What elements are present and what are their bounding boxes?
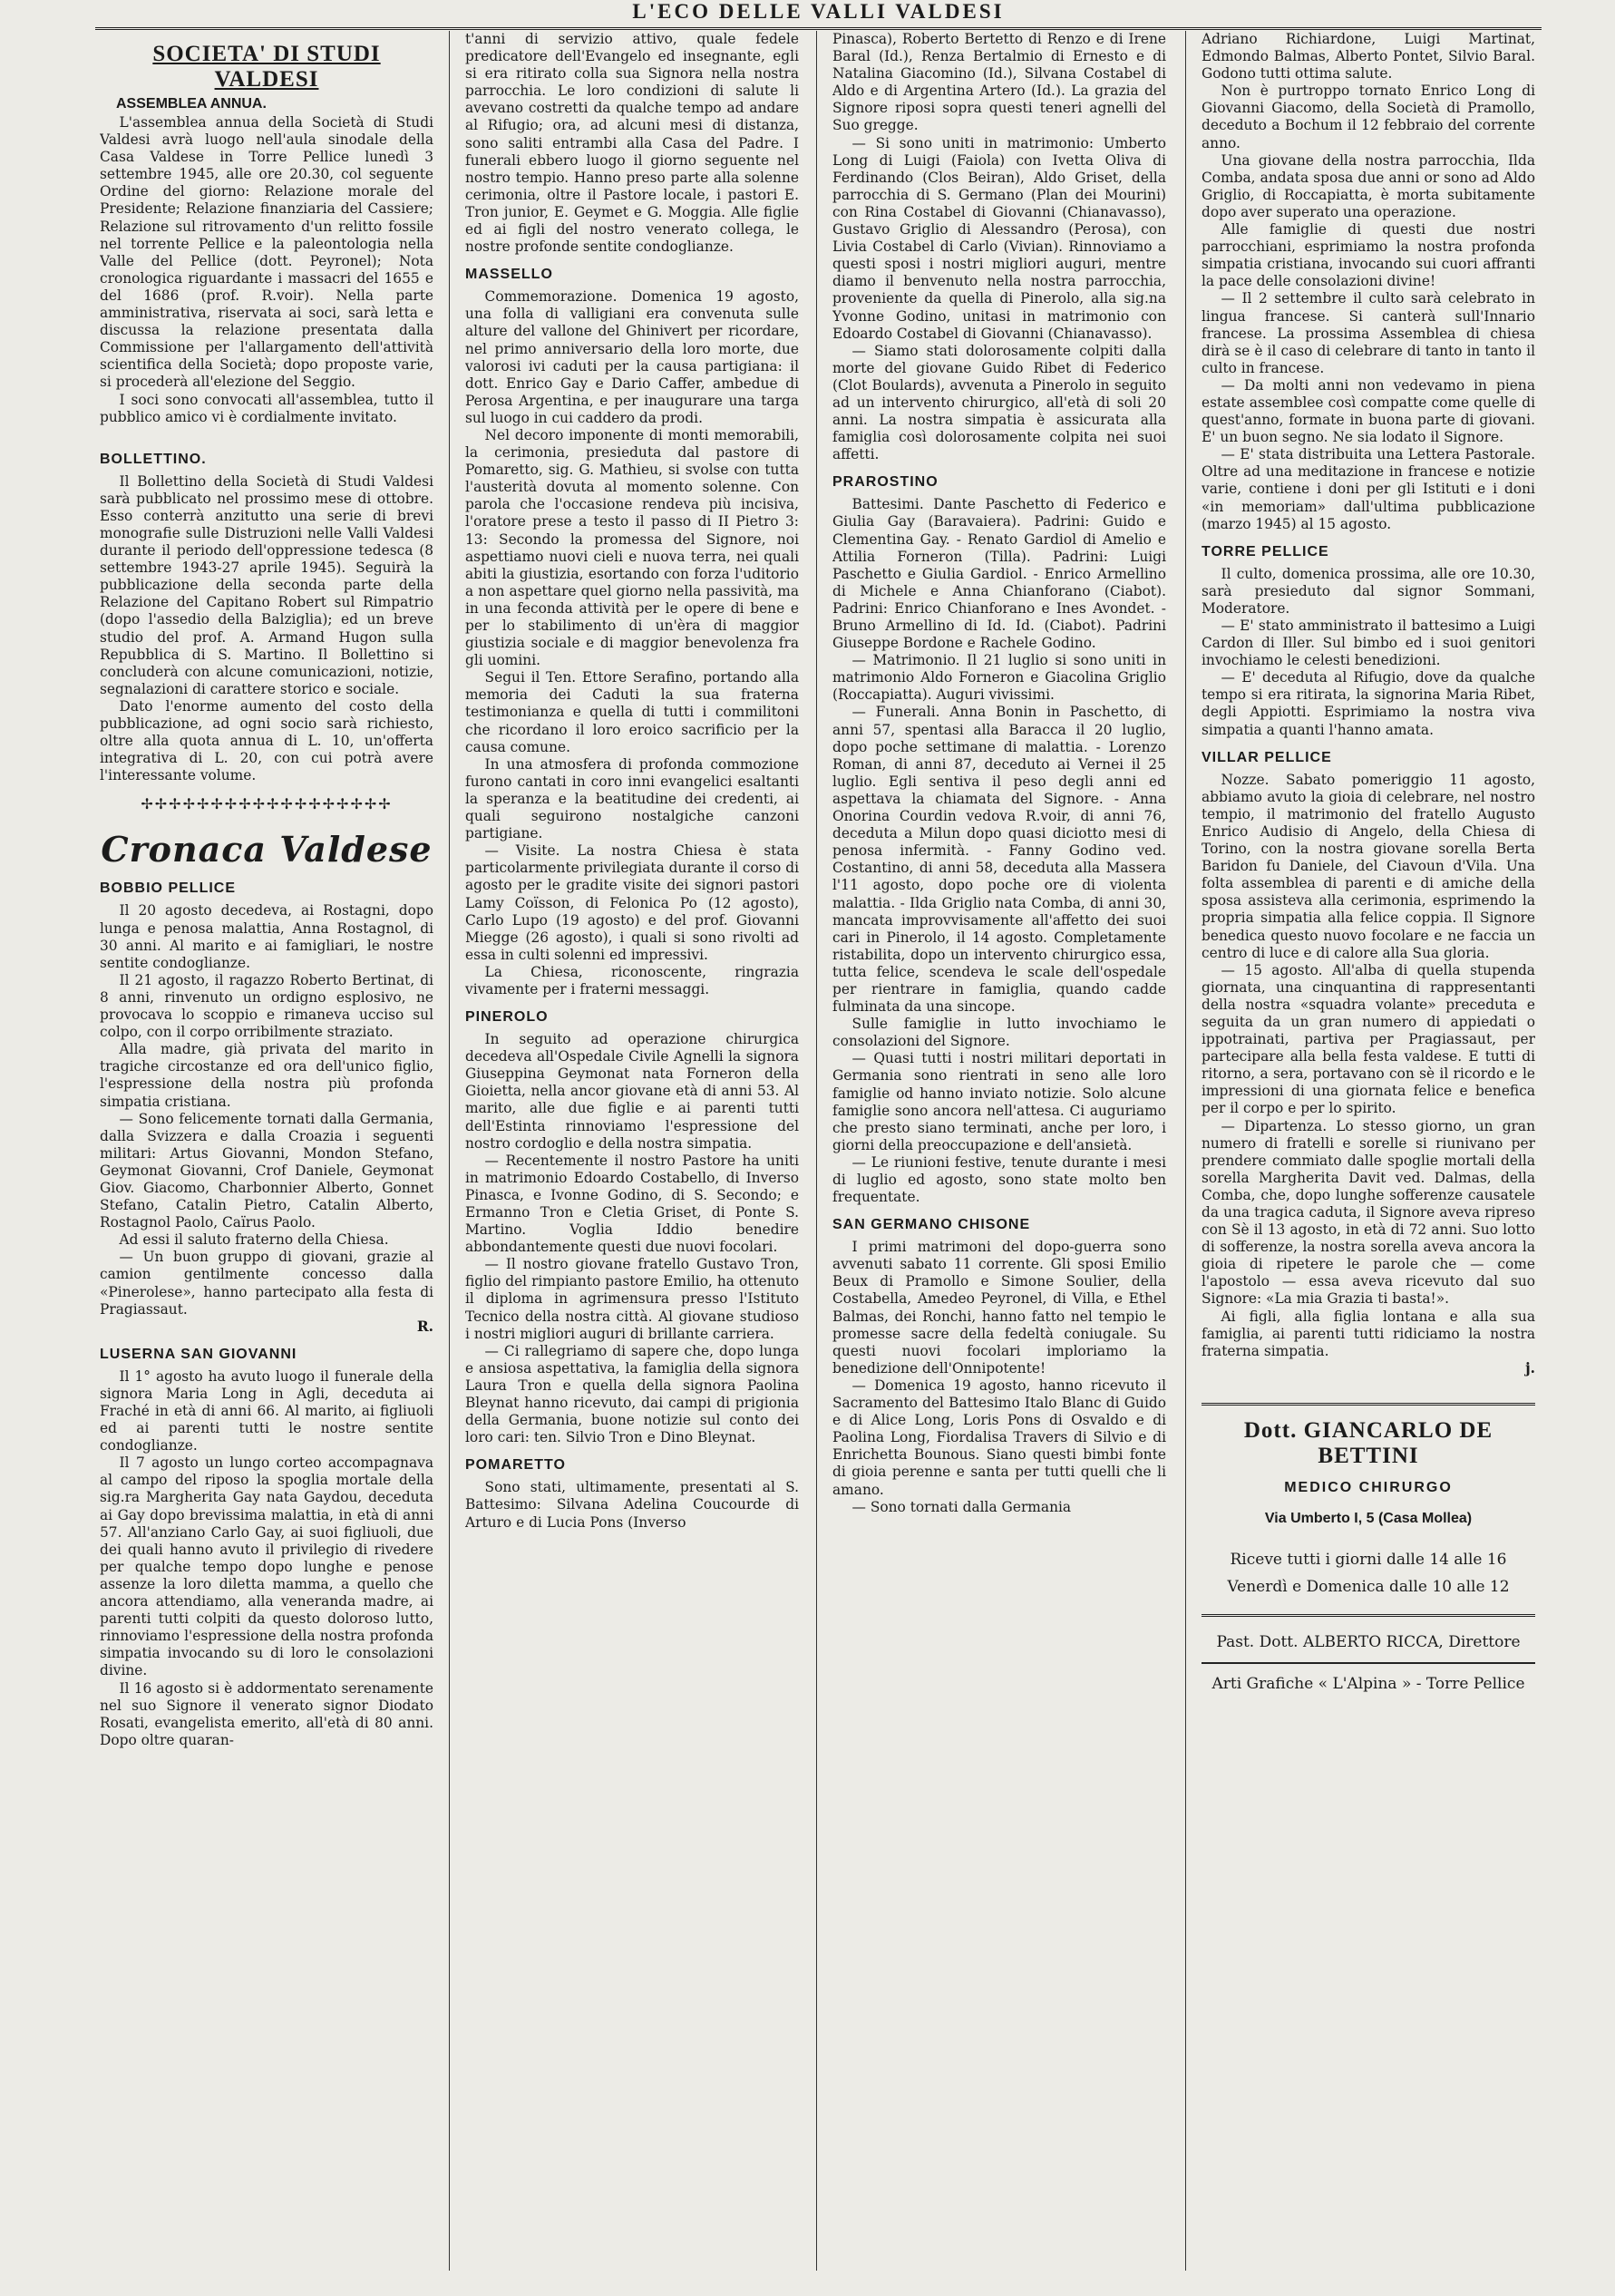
- paragraph: Il culto, domenica prossima, alle ore 10.30, sarà presieduto dal signor Sommani, Moderatore.: [1202, 565, 1535, 617]
- column-rule: [1185, 31, 1186, 2271]
- section-title: SOCIETA' DI STUDI VALDESI: [152, 42, 381, 92]
- paragraph: — Matrimonio. Il 21 luglio si sono uniti in matrimonio Aldo Forneron e Giacolina Griglio (Roccapiatta). Auguri vivissimi.: [832, 652, 1166, 704]
- paragraph: — Le riunioni festive, tenute durante i mesi di luglio ed agosto, sono state molto ben frequentate.: [832, 1153, 1166, 1206]
- paragraph: Ad essi il saluto fraterno della Chiesa.: [119, 1231, 389, 1249]
- ornament-divider: ✢✢✢✢✢✢✢✢✢✢✢✢✢✢✢✢✢✢: [141, 795, 393, 813]
- paragraph: Commemorazione. Domenica 19 agosto, una folla di valligiani era convenuta sulle alture del vallone del Ghinivert per ricordare, nel primo anniversario della loro morte, due valorosi ivi caduti per la causa partigiana: il dott. Enrico Gay e Dario Caffer, ambedue di Perosa Argentina, e per inaugurare una targa sul luogo in cui caddero da prodi.: [465, 288, 799, 426]
- paragraph: Pinasca), Roberto Bertetto di Renzo e di Irene Baral (Id.), Renza Bertalmio di Ernesto e di Natalina Giacomino (Id.), Silvana Costabel di Aldo e di Argentina Artero (Id.). La grazia del Signore riposi sopra questi teneri agnelli del Suo gregge.: [832, 31, 1166, 134]
- paragraph: — Quasi tutti i nostri militari deportati in Germania sono rientrati in seno alle loro famiglie od hanno inviato notizie. Solo alcune famiglie sono ancora nell'attesa. Ci auguriamo che presto siano terminati, anche per loro, i giorni della preoccupazione e dell'ansietà.: [832, 1050, 1166, 1153]
- paragraph: La Chiesa, riconoscente, ringrazia vivamente per i fraterni messaggi.: [465, 963, 799, 997]
- paragraph: — Visite. La nostra Chiesa è stata particolarmente privilegiata durante il corso di agosto per le gradite visite dei signori pastori Lamy Coïsson, di Felonica Po (12 agosto), Carlo Lupo (19 agosto) e del prof. Giovanni Miegge (26 agosto), i quali si sono rivolti ad essa in culti solenni ed impressivi.: [465, 842, 799, 963]
- paragraph: — Dipartenza. Lo stesso giorno, un gran numero di fratelli e sorelle si riunivano per prendere commiato dalle spoglie mortali della sorella Margherita Davit ved. Dalmas, della Comba, che, dopo lunghe sofferenze causatele da una tragica caduta, il Signore aveva ripreso con Sè il 13 agosto, in età di 72 anni. Suo lotto di sofferenze, la nostra sorella aveva ancora la gioia di ripetere le parole che — come l'apostolo — essa aveva ricevuto dal suo Signore: «La mia Grazia ti basta!».: [1202, 1117, 1535, 1308]
- paragraph: Il 7 agosto un lungo corteo accompagnava al campo del riposo la spoglia mortale della sig.ra Margherita Gay nata Gaydou, deceduta ai Gay dopo brevissima malattia, in età di anni 57. All'anziano Carlo Gay, ai suoi figliuoli, due dei quali hanno avuto il privilegio di rivedere per qualche tempo dopo lunghe e penose assenze la loro diletta mamma, a quello che ancora attendiamo, alla veneranda madre, ai parenti tutti colpiti da questo doloroso lutto, rinnoviamo l'espressione della nostra profonda simpatia invocando su di loro le consolazioni divine.: [100, 1454, 433, 1679]
- imprint-divider: [1202, 1662, 1535, 1664]
- paragraph: — Un buon gruppo di giovani, grazie al camion gentilmente concesso dalla «Pinerolese», hanno partecipato alla festa di Pragiassaut.: [100, 1249, 433, 1318]
- paragraph: Adriano Richiardone, Luigi Martinat, Edmondo Balmas, Alberto Pontet, Silvio Baral. Godono tutti ottima salute.: [1202, 31, 1535, 83]
- paragraph: Il 1° agosto ha avuto luogo il funerale della signora Maria Long in Agli, deceduta ai Fraché in età di anni 66. Al marito, ai figliuoli ed ai parenti tutti le nostre sentite condoglianze.: [100, 1367, 433, 1454]
- signature: R.: [416, 1318, 433, 1335]
- paragraph: — Siamo stati dolorosamente colpiti dalla morte del giovane Guido Ribet di Federico (Clot Boulards), avvenuta a Pinerolo in seguito ad un intervento chirurgico, all'età di soli 20 anni. La nostra simpatia è assicurata alla famiglia così dolorosamente colpita nei suoi affetti.: [832, 342, 1166, 463]
- place-heading: MASSELLO: [465, 267, 553, 283]
- paragraph: — Sono felicemente tornati dalla Germania, dalla Svizzera e dalla Croazia i seguenti militari: Artus Giovanni, Mondon Stefano, Geymonat Giovanni, Crof Daniele, Geymonat Giov. Giacomo, Charbonnier Alberto, Gonnet Stefano, Catalin Pietro, Catalin Alberto, Rostagnol Paolo, Caïrus Paolo.: [100, 1110, 433, 1231]
- paragraph: Ai figli, alla figlia lontana e alla sua famiglia, ai parenti tutti ridiciamo la nostra fraterna simpatia.: [1202, 1308, 1535, 1359]
- paragraph: Non è purtroppo tornato Enrico Long di Giovanni Giacomo, della Società di Pramollo, deceduto a Bochum il 12 febbraio del corrente anno.: [1202, 83, 1535, 151]
- paragraph: Dato l'enorme aumento del costo della pubblicazione, ad ogni socio sarà richiesto, oltre alla quota annua di L. 10, un'offerta integrativa di L. 20, con cui potrà avere l'interessante volume.: [100, 697, 433, 784]
- ad-address: Via Umberto I, 5 (Casa Mollea): [1264, 1510, 1473, 1526]
- cronaca-header: Cronaca Valdese: [101, 829, 433, 871]
- subsection-title: BOLLETTINO.: [100, 451, 207, 467]
- imprint-director: Past. Dott. ALBERTO RICCA, Direttore: [1216, 1632, 1521, 1651]
- paragraph: Il 20 agosto decedeva, ai Rostagni, dopo lunga e penosa malattia, Anna Rostagnol, di 30 anni. Al marito e ai famigliari, le nostre sentite condoglianze.: [100, 902, 433, 971]
- imprint: [1202, 1633, 1535, 1693]
- ad-profession: MEDICO CHIRURGO: [1284, 1479, 1453, 1495]
- paragraph: — Sono tornati dalla Germania: [851, 1498, 1072, 1515]
- place-heading: POMARETTO: [465, 1457, 566, 1474]
- signature: j.: [1525, 1359, 1535, 1377]
- ad-doctor-name: Dott. GIANCARLO DE BETTINI: [1243, 1417, 1493, 1468]
- paragraph: — E' stata distribuita una Lettera Pastorale. Oltre ad una meditazione in francese e notizie varie, contiene i doni per gli Istituti e i doni «in memoriam» dall'ultima pubblicazione (marzo 1945) al 15 agosto.: [1202, 446, 1535, 532]
- paragraph: Alle famiglie di questi due nostri parrocchiani, esprimiamo la nostra profonda simpatia cristiana, invocando sui cuori affranti la pace delle consolazioni divine!: [1202, 221, 1535, 290]
- paragraph: Sono stati, ultimamente, presentati al S. Battesimo: Silvana Adelina Coucourde di Arturo e di Lucia Pons (Inverso: [465, 1479, 799, 1531]
- ad-hours: Riceve tutti i giorni dalle 14 alle 16: [1230, 1550, 1507, 1569]
- place-heading: SAN GERMANO CHISONE: [832, 1217, 1031, 1233]
- paragraph: — Ci rallegriamo di sapere che, dopo lunga e ansiosa aspettativa, la famiglia della signora Laura Tron e quella della signora Paolina Bleynat hanno ricevuto, dai campi di prigionia della Germania, buone notizie sul conto dei loro cari: ten. Silvio Tron e Dino Bleynat.: [465, 1342, 799, 1446]
- paragraph: Il 16 agosto si è addormentato serenamente nel suo Signore il venerato signor Diodato Rosati, evangelista emerito, all'età di 80 anni. Dopo oltre quaran-: [100, 1679, 433, 1748]
- paragraph: — Domenica 19 agosto, hanno ricevuto il Sacramento del Battesimo Italo Blanc di Guido e di Alice Long, Loris Pons di Osvaldo e di Paolina Long, Fiordalisa Travers di Silvio e di Enrichetta Bounous. Siano questi bimbi fonte di gioia perenne e santa per tutti quelli che li amano.: [832, 1377, 1166, 1498]
- masthead: L'ECO DELLE VALLI VALDESI: [95, 0, 1542, 30]
- paragraph: — Funerali. Anna Bonin in Paschetto, di anni 57, spentasi alla Baracca il 20 luglio, dopo poche settimane di malattia. - Lorenzo Roman, di anni 87, deceduto ai Vernei il 25 luglio. Egli sentiva il peso degli anni ed aspettava la chiamata del Signore. - Anna Onorina Courdin vedova R.voir, di anni 76, deceduta a Milun dopo quasi diciotto mesi di penosa infermità. - Fanny Godino ved. Costantino, di anni 58, deceduta alla Massera l'11 agosto, dopo poche ore di violenta malattia. - Ilda Griglio nata Comba, di anni 30, mancata improvvisamente all'affetto dei suoi cari in Pinerolo, il 14 agosto. Completamente ristabilita, dopo un intervento chirurgico essa, tutta felice, scendeva le scale dell'ospedale per rientrare in famiglia, quando cadde fulminata da una sincope.: [832, 704, 1166, 1016]
- imprint-printer: Arti Grafiche « L'Alpina » - Torre Pellice: [1211, 1674, 1525, 1693]
- paragraph: — Da molti anni non vedevamo in piena estate assemblee così compatte come quelle di quest'anno, formate in buona parte di giovani. E' un buon segno. Ne sia lodato il Signore.: [1202, 376, 1535, 446]
- paragraph: Nozze. Sabato pomeriggio 11 agosto, abbiamo avuto la gioia di celebrare, nel nostro tempio, il matrimonio del fratello Augusto Enrico Audisio di Angelo, della Chiesa di Torino, con la nostra giovane sorella Berta Baridon fu Daniele, del Ciavoun d'Vila. Una folta assemblea di parenti e di amiche della sposa assisteva alla cerimonia, esprimendo la propria simpatia alla felice coppia. Il Signore benedica questo nuovo focolare e ne faccia un centro di luce e di calore alla Sua gloria.: [1202, 771, 1535, 961]
- paragraph: Nel decoro imponente di monti memorabili, la cerimonia, presieduta dal pastore di Pomaretto, sig. G. Mathieu, si svolse con tutta l'austerità dovuta al momento solenne. Con parola che l'occasione rendeva più incisiva, l'oratore prese a testo il passo di II Pietro 3: 13: Secondo la promessa del Signore, noi aspettiamo nuovi cieli e nuova terra, nei quali abiti la giustizia, esortando con forza l'uditorio a non aspettare quel giorno nella passività, ma in una feconda attività per le opere di bene e per lo stabilimento di un'èra di maggior giustizia sociale e di maggior benevolenza fra gli uomini.: [465, 426, 799, 669]
- column-2: [465, 31, 799, 2271]
- paragraph: In seguito ad operazione chirurgica decedeva all'Ospedale Civile Agnelli la signora Giuseppina Geymonat nata Forneron della Gioietta, nella ancor giovane età di anni 53. Al marito, alle due figlie e ai parenti tutti dell'Estinta rinnoviamo l'espressione del nostro cordoglio e della nostra simpatia.: [465, 1031, 799, 1152]
- paragraph: t'anni di servizio attivo, quale fedele predicatore dell'Evangelo ed insegnante, egli si era ritirato colla sua Signora nella nostra parrocchia. Le loro condizioni di salute li avevano costretti da qualche tempo ad andare al Rifugio; ora, ad alcuni mesi di distanza, sono saliti entrambi alla Casa del Padre. I funerali ebbero luogo il giorno seguente nel nostro tempio. Hanno preso parte alla solenne cerimonia, oltre il Pastore locale, i pastori E. Tron junior, E. Geymet e G. Moggia. Alle figlie ed ai figli del nostro venerato collega, le nostre profonde sentite condoglianze.: [465, 31, 799, 256]
- paragraph: Il 21 agosto, il ragazzo Roberto Bertinat, di 8 anni, rinvenuto un ordigno esplosivo, ne provocava lo scoppio e rimaneva ucciso sul colpo, con il corpo orribilmente straziato.: [100, 971, 433, 1041]
- place-heading: VILLAR PELLICE: [1202, 749, 1332, 765]
- paragraph: — E' deceduta al Rifugio, dove da qualche tempo si era ritirata, la signorina Maria Ribet, degli Appiotti. Esprimiamo la nostra viva simpatia a quanti l'hanno amata.: [1202, 669, 1535, 738]
- place-heading: BOBBIO PELLICE: [100, 880, 237, 897]
- paragraph: I soci sono convocati all'assemblea, tutto il pubblico amico vi è cordialmente invitato.: [100, 391, 433, 425]
- paragraph: Segui il Ten. Ettore Serafino, portando alla memoria dei Caduti la sua fraterna testimonianza e quella di tutti i commilitoni che ricordano il loro eroico sacrificio per la causa comune.: [465, 669, 799, 755]
- subsection-title: ASSEMBLEA ANNUA.: [116, 96, 267, 112]
- place-heading: LUSERNA SAN GIOVANNI: [100, 1346, 297, 1362]
- paragraph: — Recentemente il nostro Pastore ha uniti in matrimonio Edoardo Costabello, di Inverso Pinasca, e Ivonne Godino, di S. Secondo; e Ermanno Tron e Cletia Griset, di Ponte S. Martino. Voglia Iddio benedire abbondantemente questi due nuovi focolari.: [465, 1152, 799, 1256]
- paragraph: — Il nostro giovane fratello Gustavo Tron, figlio del rimpianto pastore Emilio, ha ottenuto il diploma in agrimensura presso l'Istituto Tecnico della nostra città. Al giovane studioso i nostri migliori auguri di brillante carriera.: [465, 1256, 799, 1342]
- doctor-advertisement: [1202, 1403, 1535, 1617]
- paragraph: Alla madre, già privata del marito in tragiche circostanze ed ora dell'unico figlio, l'espressione della nostra più profonda simpatia cristiana.: [100, 1041, 433, 1110]
- column-1: [100, 31, 433, 2271]
- paragraph: Battesimi. Dante Paschetto di Federico e Giulia Gay (Baravaiera). Padrini: Guido e Clementina Gay. - Renato Gardiol di Amelio e Attilia Forneron (Tilla). Padrini: Luigi Paschetto e Giulia Gardiol. - Enrico Armellino di Michele e Anna Chianforano (Ciabot). Padrini: Enrico Chianforano e Ines Avondet. - Bruno Armellino di Id. Id. (Ciabot). Padrini Giuseppe Bordone e Rachele Godino.: [832, 496, 1166, 652]
- column-rule: [449, 31, 450, 2271]
- paragraph: In una atmosfera di profonda commozione furono cantati in coro inni evangelici esaltanti la speranza e la beatitudine dei credenti, ai quali seguirono nostalgiche canzoni partigiane.: [465, 755, 799, 842]
- paragraph: Una giovane della nostra parrocchia, Ilda Comba, andata sposa due anni or sono ad Aldo Griglio, di Roccapiatta, è morta subitamente dopo aver superato una operazione.: [1202, 151, 1535, 220]
- paragraph: L'assemblea annua della Società di Studi Valdesi avrà luogo nell'aula sinodale della Casa Valdese in Torre Pellice lunedì 3 settembre 1945, alle ore 20.30, col seguente Ordine del giorno: Relazione morale del Presidente; Relazione finanziaria del Cassiere; Relazione sul ritrovamento d'un relitto fossile nel torrente Pellice e la paleontologia nella Valle del Pellice (dott. Peyronel); Nota cronologica riguardante i massacri del 1655 e del 1686 (prof. R.voir). Nella parte amministrativa, riservata ai soci, sarà letta e discussa la relazione presentata dalla Commissione per l'allargamento dell'attività scientifica della Società; dopo proposte varie, si procederà all'elezione del Seggio.: [100, 114, 433, 391]
- ad-hours-weekend: Venerdì e Domenica dalle 10 alle 12: [1227, 1577, 1510, 1596]
- place-heading: PINEROLO: [465, 1009, 549, 1026]
- paragraph: — 15 agosto. All'alba di quella stupenda giornata, una cinquantina di rappresentanti della nostra «squadra volante» preceduta e seguita da un gran numero di appiedati o ippotrainati, partiva per Pragiassaut, per partecipare alla bella festa valdese. E tutti di ritorno, a sera, portavano con sè il ricordo e le impressioni di una giornata felice e benefica per il corpo e per lo spirito.: [1202, 961, 1535, 1117]
- column-3: [832, 31, 1166, 2271]
- paragraph: I primi matrimoni del dopo-guerra sono avvenuti sabato 11 corrente. Gli sposi Emilio Beux di Pramollo e Simone Soulier, della Costabella, Amedeo Peyronel, di Villa, e Ethel Balmas, dei Ronchi, hanno fatto nel tempio le promesse sacre della fedeltà coniugale. Su questi nuovi focolari imploriamo la benedizione dell'Onnipotente!: [832, 1239, 1166, 1377]
- column-4: [1202, 31, 1535, 2271]
- paragraph: — Il 2 settembre il culto sarà celebrato in lingua francese. Si canterà sull'Innario francese. La prossima Assemblea di chiesa dirà se è il caso di celebrare di tanto in tanto il culto in francese.: [1202, 290, 1535, 376]
- paragraph: Sulle famiglie in lutto invochiamo le consolazioni del Signore.: [832, 1016, 1166, 1050]
- column-rule: [816, 31, 817, 2271]
- place-heading: PRAROSTINO: [832, 474, 939, 491]
- paragraph: — E' stato amministrato il battesimo a Luigi Cardon di Iller. Sul bimbo ed i suoi genitori invochiamo le celesti benedizioni.: [1202, 618, 1535, 669]
- paragraph: — Si sono uniti in matrimonio: Umberto Long di Luigi (Faiola) con Ivetta Oliva di Ferdinando (Clos Beiran), Aldo Griset, della parrocchia di S. Germano (Plan dei Mourini) con Rina Costabel di Giovanni (Chianavasso), Gustavo Griglio di Alessandro (Perosa), con Livia Costabel di Carlo (Vivian). Rinnoviamo a questi sposi i nostri migliori auguri, mentre diamo il benvenuto nella nostra parrocchia, proveniente da quella di Pinerolo, alla sig.na Yvonne Godino, unitasi in matrimonio con Edoardo Costabel di Giovanni (Chianavasso).: [832, 134, 1166, 342]
- paragraph: Il Bollettino della Società di Studi Valdesi sarà pubblicato nel prossimo mese di ottobre. Esso conterrà anzitutto una serie di brevi monografie sulle Distruzioni nelle Valli Valdesi durante il periodo dell'oppressione tedesca (8 settembre 1943-27 aprile 1945). Seguirà la pubblicazione della seconda parte della Relazione del Capitano Robert sul Rimpatrio (dopo l'assedio della Balziglia); ed un breve studio del prof. A. Armand Hugon sulla Repubblica di S. Martino. Il Bollettino si concluderà con alcune comunicazioni, notizie, segnalazioni di carattere storico e sociale.: [100, 472, 433, 697]
- place-heading: TORRE PELLICE: [1202, 543, 1329, 559]
